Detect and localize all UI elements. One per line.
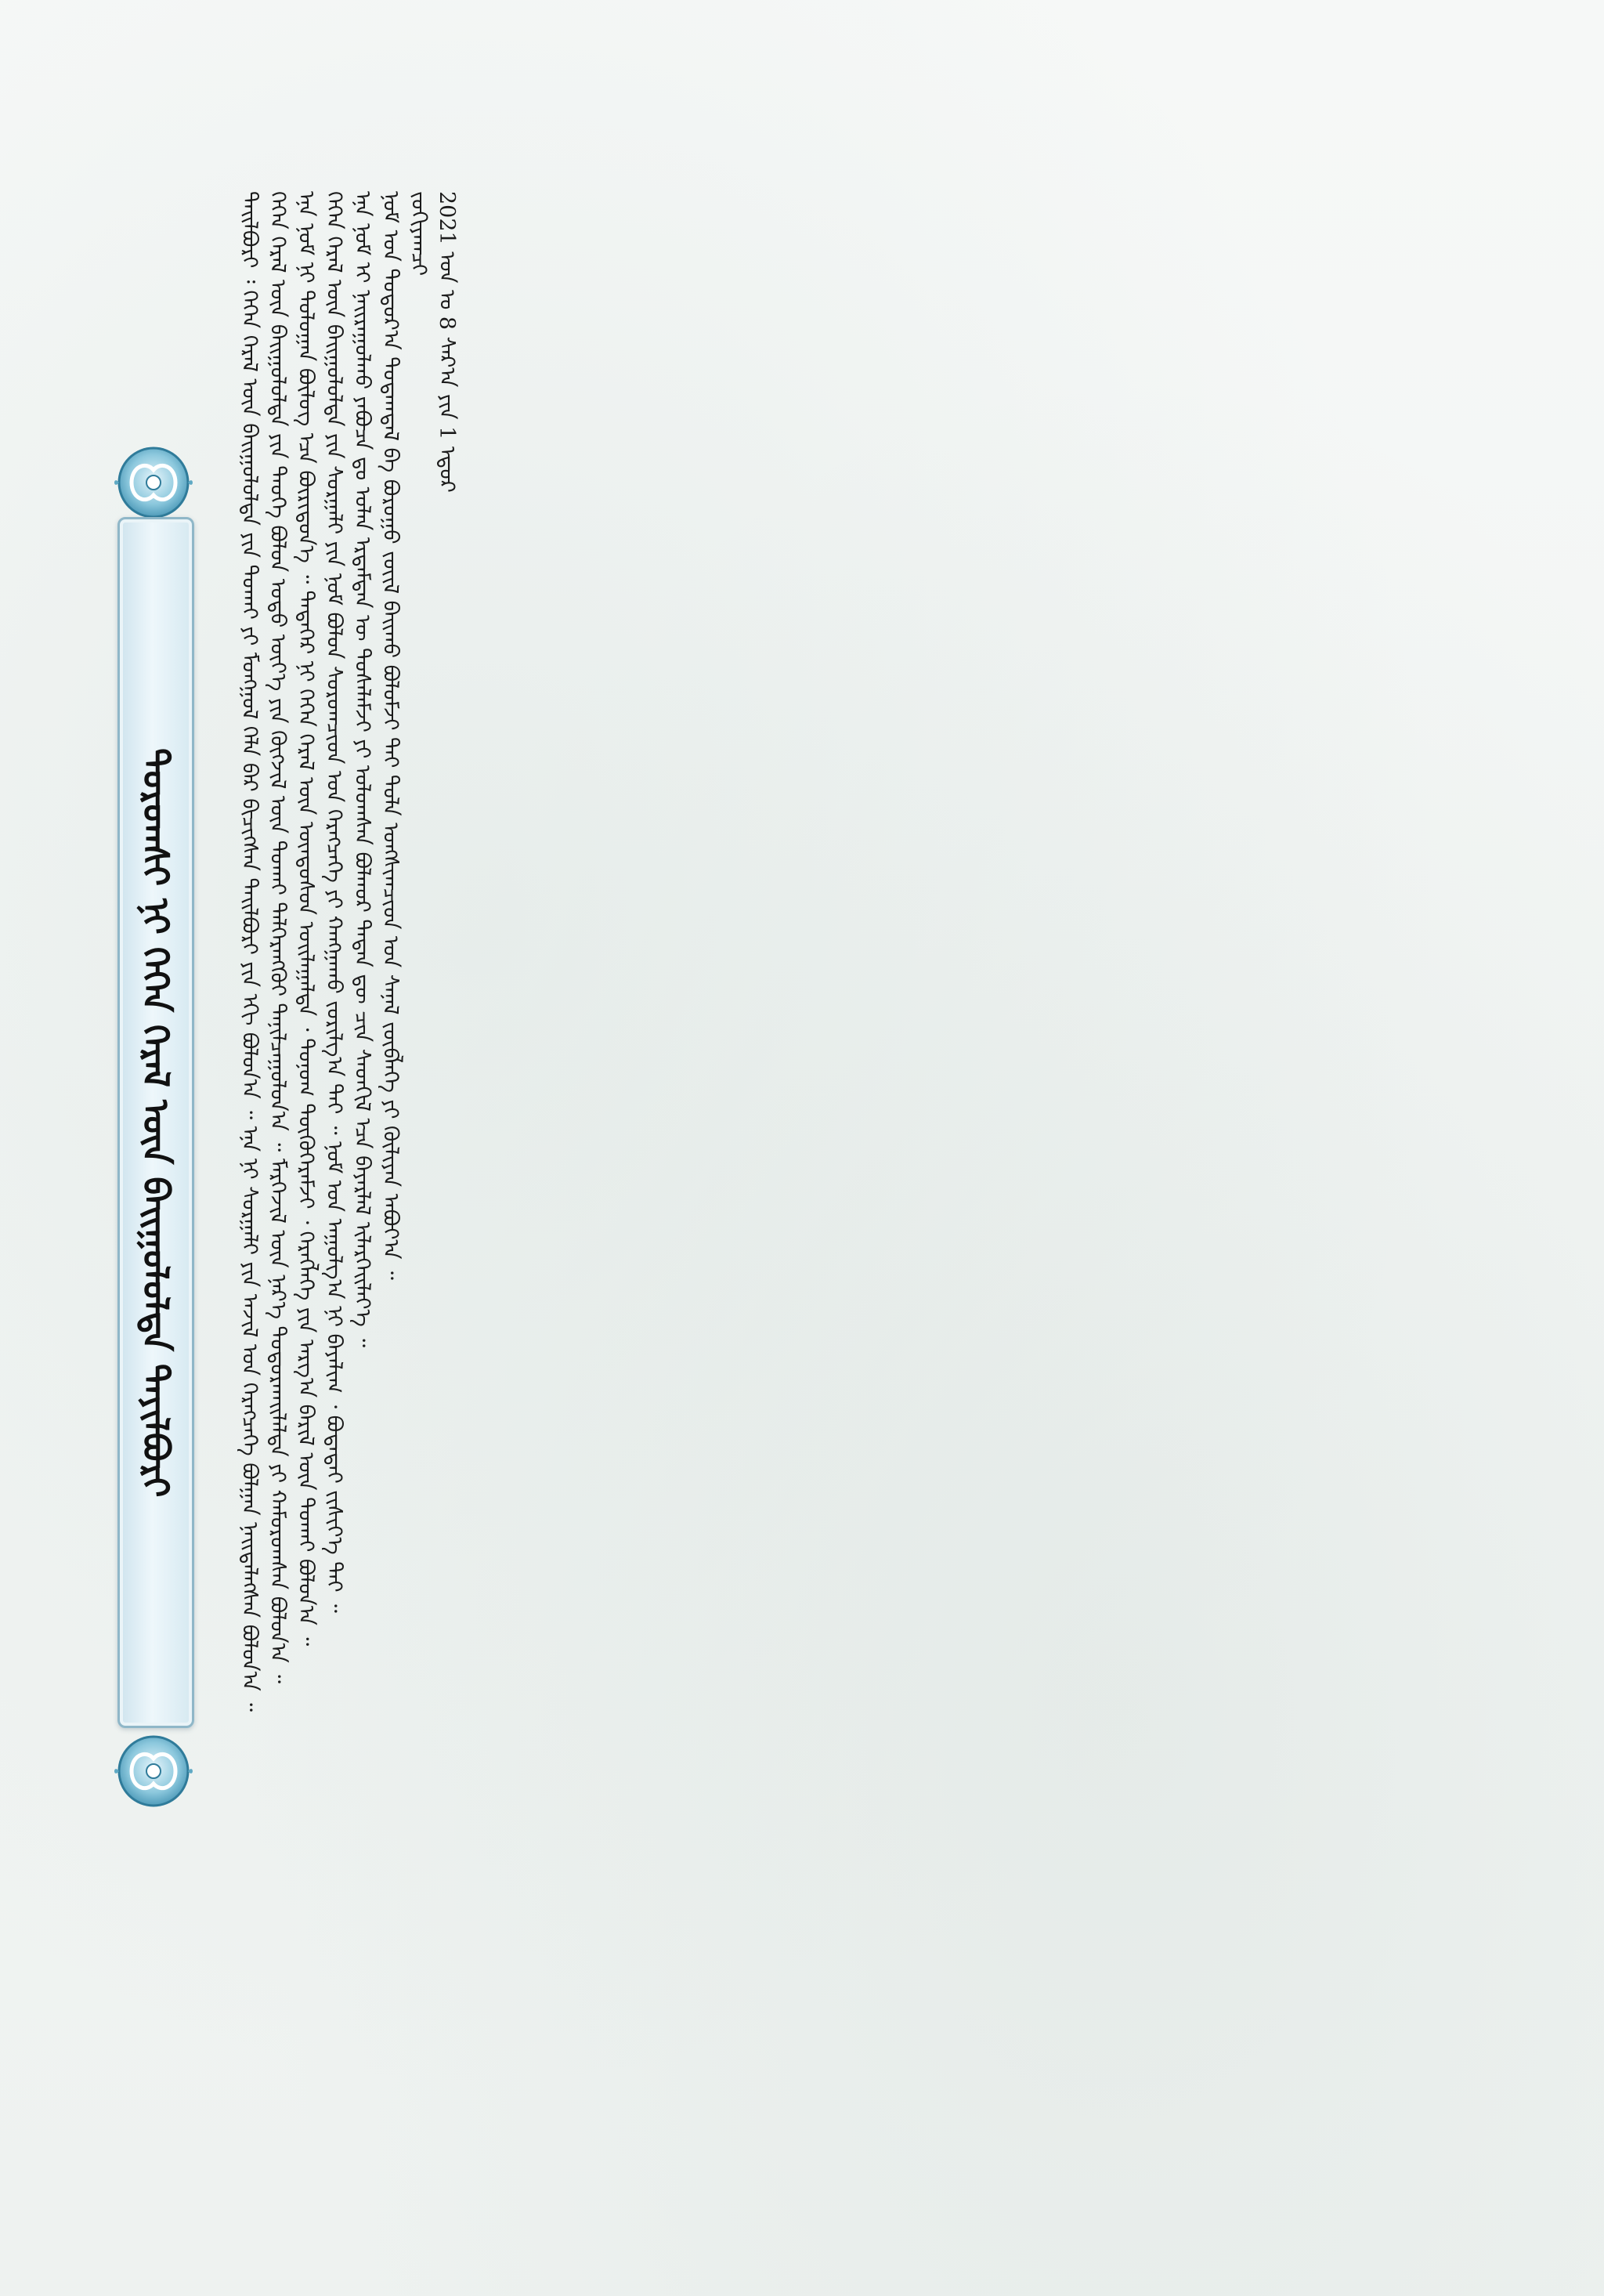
date-line: 2021 ᠣᠨ ᠤ 8 ᠰᠠᠷ᠎ᠠ ᠶᠢᠨ 1 ᠡᠳᠦᠷ: [435, 191, 459, 493]
title-banner: [117, 517, 194, 1728]
paragraph: ᠡᠨᠡ ᠨᠣᠮ ᠢ ᠨᠠᠢᠷᠠᠭᠤᠯᠬᠤ ᠶᠠᠪᠤᠴᠠ ᠳᠤ ᠣᠯᠠᠨ ᠡᠷᠳᠡᠮᠲᠡᠨ ᠦ ᠲᠤᠰᠠᠯᠠᠮᠵᠢ ᠶᠢ ᠣᠯᠤᠭᠰᠠᠨ ᠪᠣᠯᠬᠣᠷ ᠲᠡᠳᠡᠨ ᠳᠦ ᠴᠢᠨ ᠰᠡᠳᠬᠢᠯ ᠡᠴᠡ ᠪᠠᠶᠠᠷᠯᠠᠯ ᠢᠯᠡᠷᠬᠡᠢᠯᠡᠶ᠎ᠡ ᠃: [350, 191, 374, 1348]
cloud-knot-ornament-icon: [110, 1727, 197, 1815]
signature: ᠵᠣᠬᠢᠶᠠᠭᠴᠢ: [406, 191, 431, 276]
document-title: ᠳᠣᠷᠣᠭᠰᠢ ᠨᠢ ᠭᠡᠭᠡᠨ ᠭᠡᠷᠡᠯ ᠦᠨ ᠪᠠᠢᠭᠤᠯᠤᠯᠳᠠ ᠲᠠᠶᠢᠯᠪᠤᠷᠢ: [135, 747, 177, 1498]
paragraph: ᠨᠣᠮ ᠤᠨ ᠳᠣᠲᠣᠷ᠎ᠠ ᠳᠤᠲᠠᠭᠳᠠᠯ ᠪᠠ ᠪᠤᠷᠤᠭᠤ ᠵᠦᠢᠯ ᠪᠠᠢᠬᠤ ᠪᠣᠯᠤᠮᠵᠢ ᠲᠠᠢ ᠲᠤᠯᠠ ᠤᠩᠰᠢᠭᠴᠢᠳ ᠤᠨ ᠰᠠᠨᠠᠯ ᠵᠥᠪᠯᠡᠭᠡ ᠶᠢ ᠬᠦᠯᠢᠶᠡᠨ ᠠᠪᠤᠶ᠎ᠠ ᠃: [378, 191, 403, 1280]
paragraph: ᠭᠡᠭᠡᠨ ᠭᠡᠷᠡᠯ ᠦᠨ ᠪᠠᠢᠭᠤᠯᠤᠯᠳᠠ ᠶᠢᠨ ᠲᠡᠦᠬᠡ ᠪᠣᠯᠤᠨ ᠣᠳᠣ ᠦᠶ᠎ᠡ ᠶᠢᠨ ᠬᠥᠭᠵᠢᠯ ᠦᠨ ᠲᠤᠬᠠᠢ ᠳᠡᠯᠭᠡᠷᠡᠩᠭᠦᠢ ᠲᠠᠨᠢᠯᠴᠠᠭᠤᠯᠤᠨ᠎ᠠ ᠃ ᠮᠡᠷᠭᠡᠵᠢᠯ ᠦᠨ ᠨᠡᠷ᠎ᠡ ᠲᠣᠳᠣᠷᠬᠠᠢᠯᠠᠯᠳᠠ ᠶᠢ ᠬᠠᠮᠤᠷᠤᠭᠰᠠᠨ ᠪᠣᠯᠤᠨ᠎ᠠ ᠃: [266, 191, 290, 1684]
paragraph: ᠡᠨᠡ ᠨᠣᠮ ᠨᠢ ᠳᠣᠯᠣᠭᠠᠨ ᠪᠦᠯᠦᠭ ᠡᠴᠡ ᠪᠦᠷᠢᠳᠦᠨ᠎ᠡ ᠃ ᠲᠡᠳᠡᠭᠡᠷ ᠨᠢ ᠭᠡᠭᠡᠨ ᠭᠡᠷᠡᠯ ᠦᠨ ᠦᠨᠳᠦᠰᠦᠨ ᠣᠢᠯᠠᠭᠠᠯᠲᠠ ᠂ ᠲᠣᠨᠣᠭ ᠲᠦᠬᠦᠬᠡᠷᠡᠮᠵᠢ ᠂ ᠬᠡᠷᠡᠭᠯᠡᠭᠡ ᠶᠢᠨ ᠠᠷᠭ᠎ᠠ ᠪᠠᠷᠢᠯ ᠦᠨ ᠲᠤᠬᠠᠢ ᠪᠣᠯᠤᠨ᠎ᠠ ᠃: [294, 191, 318, 1647]
cloud-knot-ornament-icon: [110, 439, 197, 526]
body-text: [235, 149, 1504, 2193]
paragraph: ᠭᠡᠭᠡᠨ ᠭᠡᠷᠡᠯ ᠦᠨ ᠪᠠᠢᠭᠤᠯᠤᠯᠳᠠ ᠶᠢᠨ ᠰᠤᠷᠭᠠᠯᠢ ᠶᠢᠨ ᠨᠣᠮ ᠪᠣᠯᠤᠨ ᠰᠤᠷᠤᠭᠴᠢᠳ ᠤᠨ ᠬᠡᠷᠡᠭᠴᠡᠭᠡ ᠶᠢ ᠬᠠᠩᠭᠠᠬᠤ ᠵᠣᠷᠢᠯᠭ᠎ᠠ ᠲᠠᠢ ᠃ ᠨᠣᠮ ᠤᠨ ᠠᠭᠤᠯᠭ᠎ᠠ ᠨᠢ ᠪᠠᠶᠠᠯᠢᠭ ᠂ ᠪᠣᠳᠠᠳᠠᠢ ᠵᠢᠱᠢᠶ᠎ᠡ ᠲᠠᠢ ᠃: [322, 191, 346, 1613]
paragraph: ᠲᠠᠢᠯᠪᠤᠷᠢ ᠄ ᠭᠡᠭᠡᠨ ᠭᠡᠷᠡᠯ ᠦᠨ ᠪᠠᠢᠭᠤᠯᠤᠯᠳᠠ ᠶᠢᠨ ᠲᠤᠬᠠᠢ ᠶᠢ ᠮᠣᠩᠭᠣᠯ ᠬᠡᠯᠡ ᠪᠡᠷ ᠪᠢᠴᠢᠭᠰᠡᠨ ᠲᠠᠢᠯᠪᠤᠷᠢ ᠶᠢᠨ ᠡᠬᠢ ᠪᠣᠯᠤᠨ᠎ᠠ ᠃ ᠡᠨᠡ ᠨᠢ ᠰᠤᠷᠭᠠᠯᠢ ᠶᠢᠨ ᠠᠵᠢᠯ ᠤᠨ ᠬᠡᠷᠡᠭᠴᠡᠭᠡ ᠪᠣᠯᠭᠠᠨ ᠨᠡᠢᠲᠡᠯᠡᠭᠰᠡᠨ ᠪᠣᠯᠤᠨ᠎ᠠ ᠃: [237, 191, 262, 1712]
